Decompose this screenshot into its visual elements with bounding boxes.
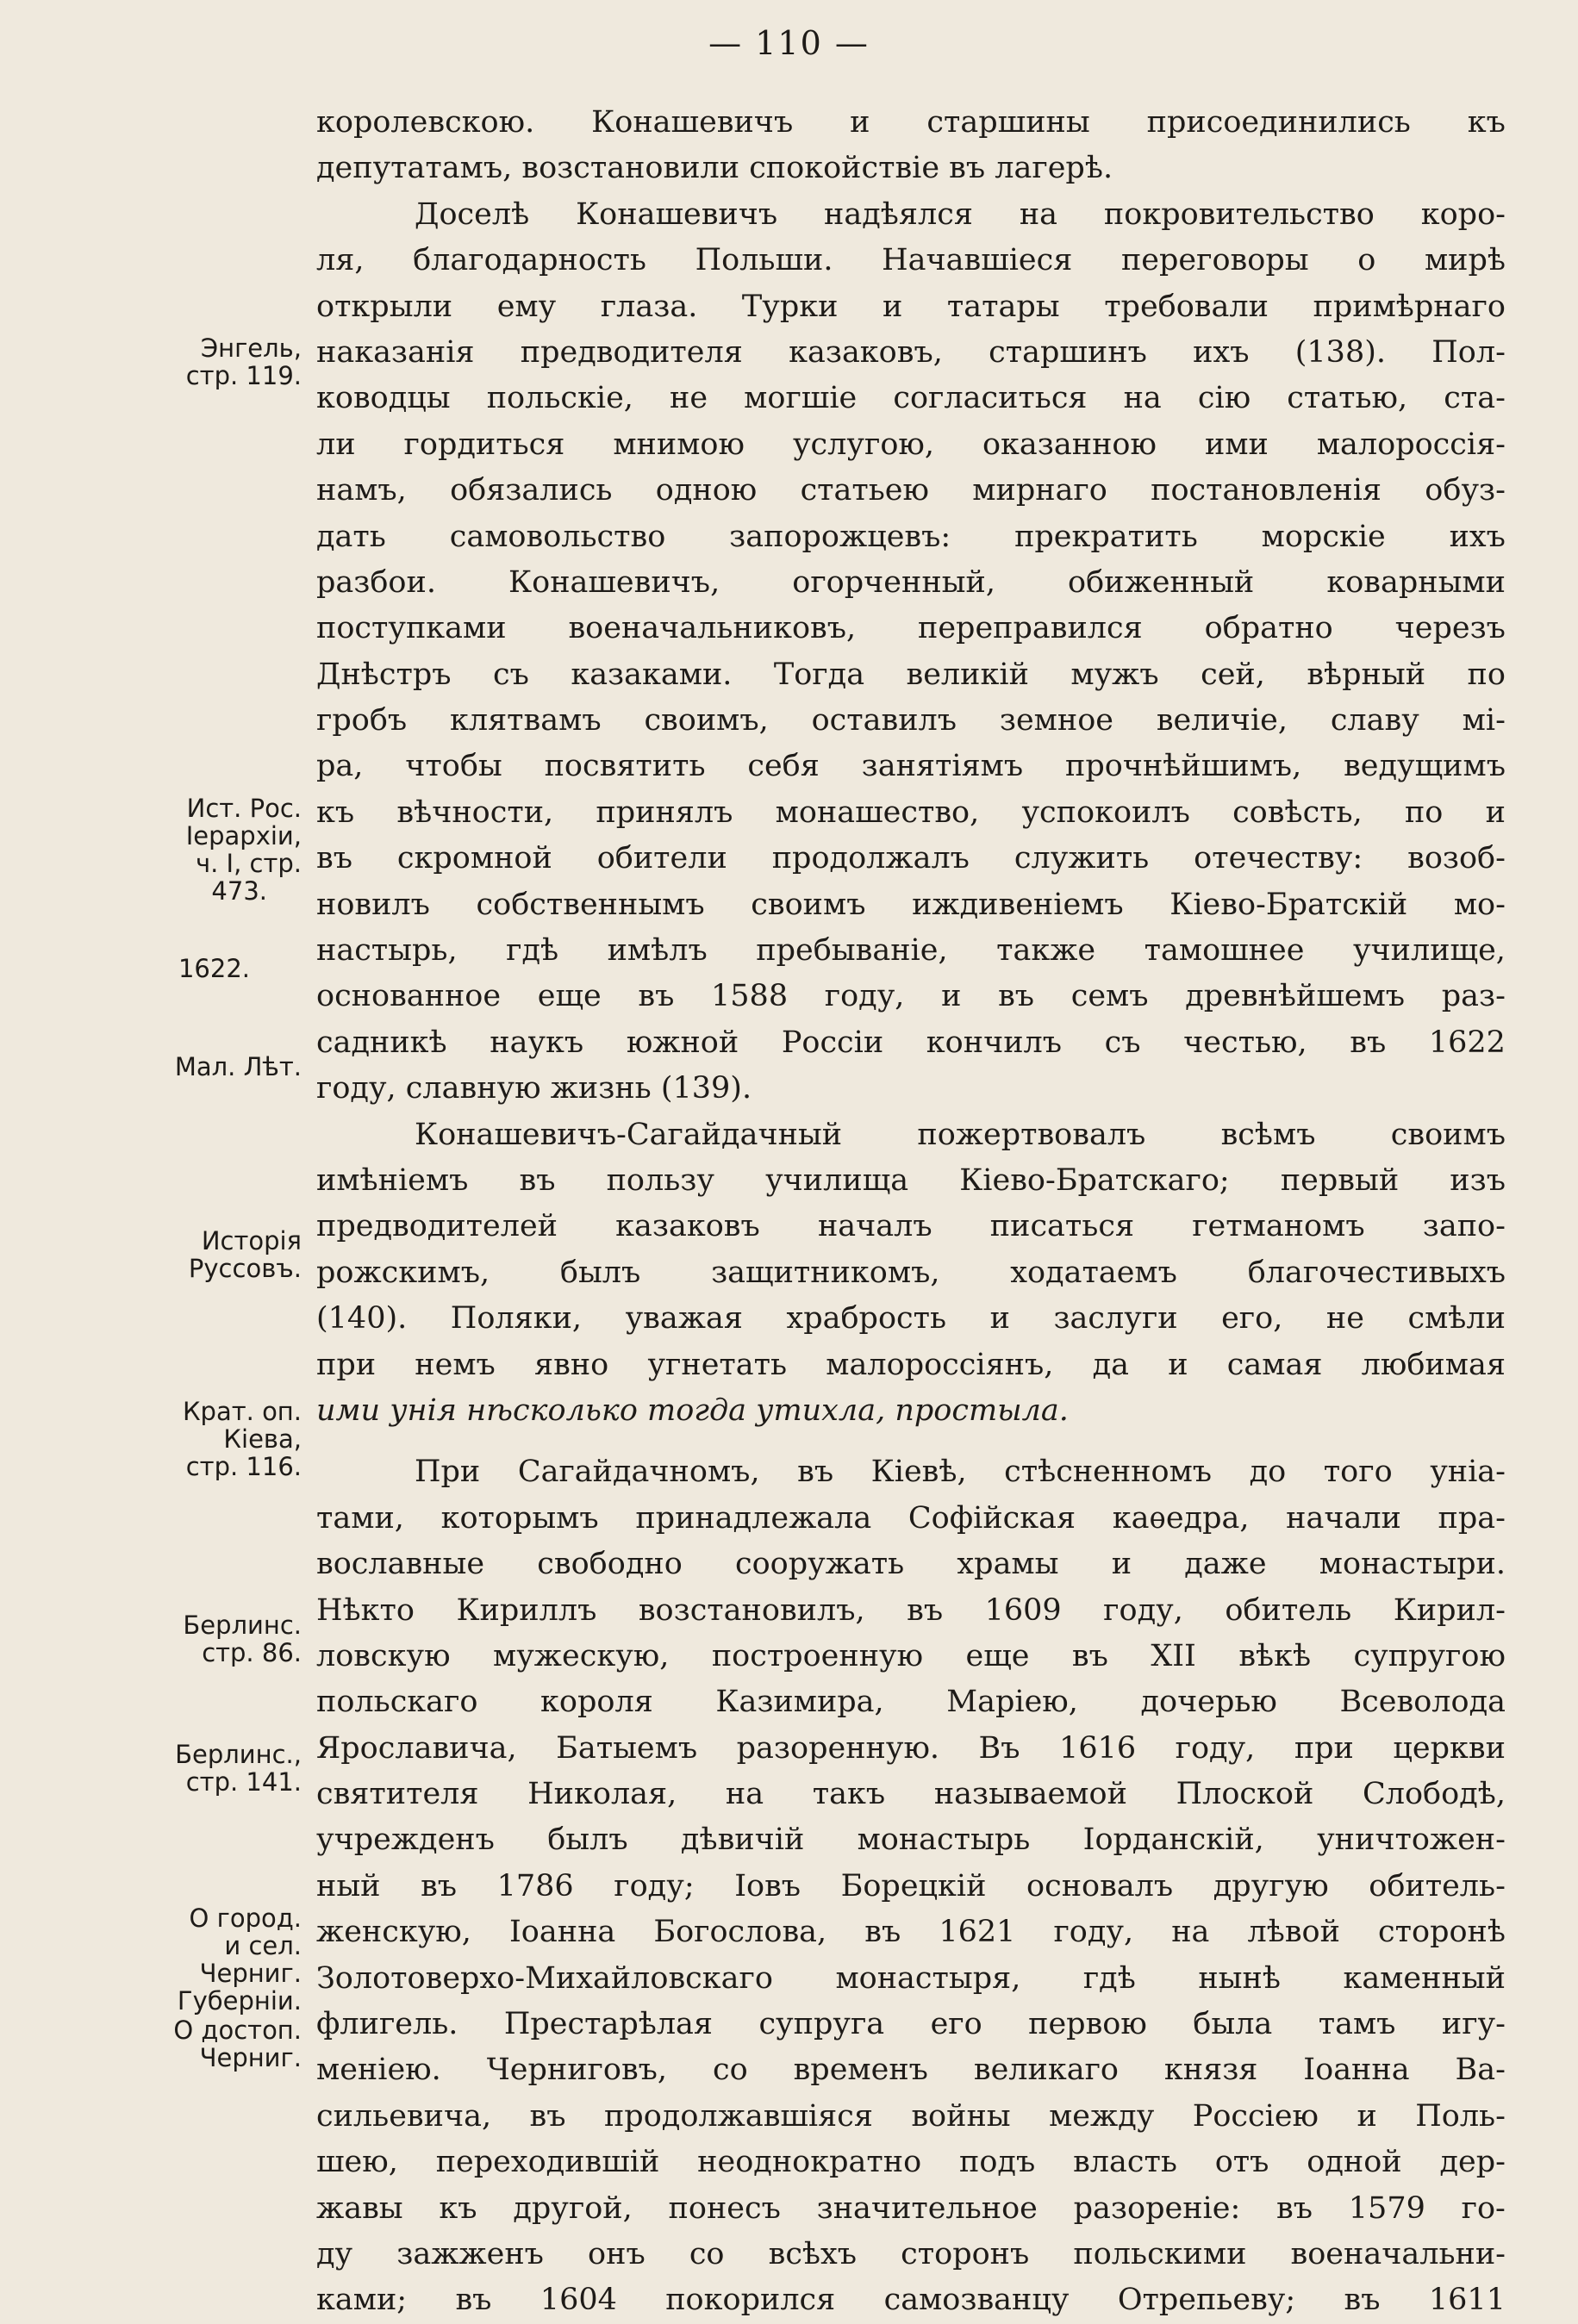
text-line: ля, благодарность Польши. Начавшіеся переговоры о мирѣ — [316, 243, 1506, 278]
margin-note-line: Черниг. — [199, 2043, 302, 2072]
text-line: поступками военачальниковъ, переправился обратно черезъ — [316, 611, 1506, 646]
text-line: разбои. Конашевичъ, огорченный, обиженный коварными — [316, 564, 1506, 600]
text-line: основанное еще въ 1588 году, и въ семъ древнѣйшемъ раз- — [316, 979, 1506, 1014]
text-line: Доселѣ Конашевичъ надѣялся на покровительство коро- — [415, 196, 1506, 232]
margin-note-krat-op — [138, 1398, 302, 1480]
margin-note-line: Берлинс., — [175, 1740, 302, 1769]
text-line: вославные свободно сооружать храмы и даже монастыри. — [316, 1547, 1506, 1582]
text-line: наказанія предводителя казаковъ, старшинъ ихъ (138). Пол- — [316, 334, 1506, 370]
margin-note-berlins-86 — [138, 1611, 302, 1667]
margin-note-o-dostop — [138, 2016, 302, 2072]
main-text — [316, 100, 1506, 2324]
margin-note-line: ч. І, стр. — [195, 849, 302, 878]
margin-note-o-gorod — [138, 1904, 302, 2015]
margin-note-line: Мал. Лѣт. — [174, 1052, 302, 1081]
margin-note-line: Черниг. — [199, 1959, 302, 1988]
text-line: открыли ему глаза. Турки и татары требовали примѣрнаго — [316, 289, 1506, 324]
text-line: ловскую мужескую, построенную еще въ XII вѣкѣ супругою — [316, 1638, 1506, 1673]
text-line: дать самовольство запорожцевъ: прекратить морскіе ихъ — [316, 519, 1506, 554]
margin-note-line: 473. — [211, 876, 267, 906]
margin-note-line: Энгель, — [200, 333, 302, 363]
text-line: имѣніемъ въ пользу училища Кіево-Братскаго; первый изъ — [316, 1162, 1506, 1198]
text-line: сильевича, въ продолжавшіяся войны между Россіею и Поль- — [316, 2098, 1506, 2134]
text-line: ками; въ 1604 покорился самозванцу Отрепьеву; въ 1611 — [316, 2283, 1506, 2318]
text-line: новилъ собственнымъ своимъ иждивеніемъ Кіево-Братскій мо- — [316, 887, 1506, 922]
margin-note-line: Іерархіи, — [185, 821, 302, 850]
text-line: меніею. Черниговъ, со временъ великаго князя Іоанна Ва- — [316, 2053, 1506, 2088]
text-line: ный въ 1786 году; Іовъ Борецкій основалъ другую обитель- — [316, 1868, 1506, 1903]
text-line: предводителей казаковъ началъ писаться гетманомъ запо- — [316, 1209, 1506, 1244]
margin-note-line: Губерніи. — [177, 1986, 302, 2016]
text-line: ра, чтобы посвятить себя занятіямъ прочнѣйшимъ, ведущимъ — [316, 749, 1506, 784]
margin-note-line: Ист. Рос. — [186, 794, 302, 823]
margin-note-line: Руссовъ. — [188, 1254, 302, 1283]
text-line: году, славную жизнь (139). — [316, 1071, 752, 1106]
margin-note-line: О город. — [189, 1903, 302, 1933]
text-line: жавы къ другой, понесъ значительное разореніе: въ 1579 го- — [316, 2190, 1506, 2226]
text-line: женскую, Іоанна Богослова, въ 1621 году, на лѣвой сторонѣ — [316, 1915, 1506, 1950]
margin-note-line: Крат. оп. — [182, 1397, 302, 1426]
margin-note-ist-ros — [138, 794, 302, 905]
page-number: — 110 — — [708, 24, 870, 62]
text-line: учрежденъ былъ дѣвичій монастырь Іорданскій, уничтожен- — [316, 1822, 1506, 1858]
text-line: Конашевичъ-Сагайдачный пожертвовалъ всѣмъ своимъ — [415, 1117, 1506, 1152]
margin-note-engel — [138, 334, 302, 389]
text-line: королевскою. Конашевичъ и старшины присоединились къ — [316, 105, 1506, 140]
text-line: Днѣстръ съ казаками. Тогда великій мужъ сей, вѣрный по — [316, 657, 1506, 692]
text-line: депутатамъ, возстановили спокойствіе въ лагерѣ. — [316, 151, 1113, 186]
text-line: гробъ клятвамъ своимъ, оставилъ земное величіе, славу мі- — [316, 703, 1506, 738]
margin-note-line: Кіева, — [223, 1424, 302, 1454]
margin-note-istoriya — [138, 1227, 302, 1282]
text-line: Ярославича, Батыемъ разоренную. Въ 1616 году, при церкви — [316, 1730, 1506, 1766]
margin-note-line: стр. 141. — [185, 1767, 302, 1797]
text-line: намъ, обязались одною статьею мирнаго постановленія обуз- — [316, 473, 1506, 508]
text-line: При Сагайдачномъ, въ Кіевѣ, стѣсненномъ до того уніа- — [415, 1455, 1506, 1490]
margin-note-line: и сел. — [224, 1931, 302, 1960]
text-line: польскаго короля Казимира, Маріею, дочерью Всеволода — [316, 1685, 1506, 1720]
text-line: Золотоверхо-Михайловскаго монастыря, гдѣ нынѣ каменный — [316, 1960, 1506, 1996]
text-line: къ вѣчности, принялъ монашество, успокоилъ совѣсть, по и — [316, 794, 1506, 830]
text-line: при немъ явно угнетать малороссіянъ, да и самая любимая — [316, 1347, 1506, 1382]
text-line: въ скромной обители продолжалъ служить отечеству: возоб- — [316, 841, 1506, 876]
margin-note-line: Берлинс. — [183, 1611, 302, 1640]
margin-note-line: О достоп. — [173, 2016, 302, 2045]
text-line: ими унія нѣсколько тогда утихла, простыла. — [316, 1393, 1069, 1428]
margin-note-line: стр. 116. — [185, 1452, 302, 1481]
text-line: шею, переходившій неоднократно подъ власть отъ одной дер- — [316, 2145, 1506, 2180]
margin-note-berlins-141 — [138, 1741, 302, 1796]
margin-note-line: стр. 86. — [202, 1638, 302, 1667]
margin-note-line: Исторія — [201, 1226, 302, 1255]
text-line: флигель. Престарѣлая супруга его первою была тамъ игу- — [316, 2007, 1506, 2042]
text-line: святителя Николая, на такъ называемой Плоской Слободѣ, — [316, 1777, 1506, 1812]
text-line: Нѣкто Кириллъ возстановилъ, въ 1609 году, обитель Кирил- — [316, 1592, 1506, 1628]
text-line: настырь, гдѣ имѣлъ пребываніе, также тамошнее училище, — [316, 933, 1506, 969]
margin-note-mal-let — [138, 1053, 302, 1081]
margin-note-year — [86, 955, 250, 982]
text-line: ководцы польскіе, не могшіе согласиться на сію статью, ста- — [316, 381, 1506, 416]
text-line: рожскимъ, былъ защитникомъ, ходатаемъ благочестивыхъ — [316, 1255, 1506, 1290]
text-line: ли гордиться мнимою услугою, оказанною ими малороссія- — [316, 427, 1506, 462]
text-line: (140). Поляки, уважая храбрость и заслуги его, не смѣли — [316, 1301, 1506, 1336]
margin-note-line: стр. 119. — [185, 361, 302, 390]
margin-note-line: 1622. — [178, 954, 250, 983]
text-line: ду зажженъ онъ со всѣхъ сторонъ польскими военачальни- — [316, 2236, 1506, 2271]
text-line: тами, которымъ принадлежала Софійская каѳедра, начали пра- — [316, 1500, 1506, 1536]
text-line: садникѣ наукъ южной Россіи кончилъ съ честью, въ 1622 — [316, 1025, 1506, 1060]
